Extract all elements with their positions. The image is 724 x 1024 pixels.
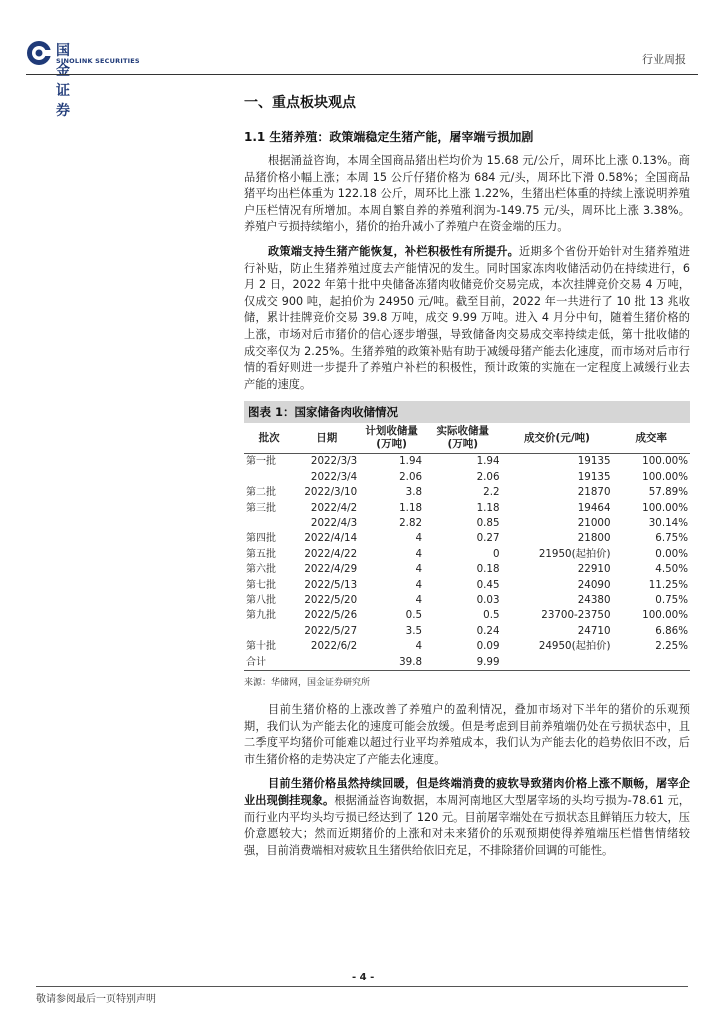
col-header-date: 日期 (294, 423, 359, 454)
table-cell: 第三批 (246, 502, 276, 514)
table-cell: 21870 (577, 486, 611, 499)
table-cell: 22910 (577, 563, 611, 576)
table-cell: 2.06 (476, 470, 500, 483)
table-row (244, 593, 690, 608)
table-row (244, 624, 690, 639)
paragraph-policy-body: 近期多个省份开始针对生猪养殖进行补贴，防止生猪养殖过度去产能情况的发生。同时国家冻肉收储活动仍在持续进行，6 月 2 日，2022 年第十批中央储备冻猪肉收储竞价交易完成，本次挂牌竞价交易 4 万吨，仅成交 900 吨，起拍价为 24950 元/吨。截至目前，2022 年一共进行了 10 批 13 兆收储，累计挂牌竞价交易 39.8 万吨，成交 9.99 万吨。进入 4 月分中旬，随着生猪价格的上涨，市场对后市猪价的信心逐步增强，导致储备肉交易成交率持续走低，第十批收储的成交率仅为 2.25%。生猪养殖的政策补贴有助于减缓母猪产能去化速度，而市场对后市行情的看好则进一步提升了养殖户补栏的积极性，预计政策的实施在一定程度上减缓行业去产能的速度。 (244, 244, 690, 391)
table-cell: 第九批 (246, 610, 276, 622)
table-cell: 2022/5/27 (304, 624, 358, 637)
table-cell: 2022/4/22 (304, 547, 358, 560)
table-cell: 第七批 (246, 579, 276, 591)
col-header-planned: 计划收储量 (万吨) (359, 423, 424, 454)
table-cell: 1.18 (399, 501, 423, 514)
table-cell: 39.8 (359, 655, 424, 671)
paragraph-slaughter-body: 根据涌益咨询数据，本周河南地区大型屠宰场的头均亏损为-78.61 元，而行业内平均头均亏损已经达到了 120 元。目前屠宰端处在亏损状态且鲜销压力较大，压价意愿较大；然而近期猪价的上涨和对未来猪价的乐观预期使得养殖端压栏惜售情绪较强，目前消费端相对疲软且生猪供给依旧充足，不排除猪价回调的可能性。 (244, 793, 690, 857)
table-cell (244, 516, 294, 531)
table-cell: 3.8 (405, 486, 423, 499)
table-cell: 19464 (577, 501, 611, 514)
paragraph-outlook: 目前生猪价格的上涨改善了养殖户的盈利情况，叠加市场对下半年的猪价的乐观预期，我们认为产能去化的速度可能会放缓。但是考虑到目前养殖端仍处在亏损状态中，且二季度平均猪价可能难以超过行业平均养殖成本，我们认为产能去化的趋势依旧不改，后市生猪价格的走势决定了产能去化速度。 (244, 703, 690, 766)
paragraph-policy-lead: 政策端支持生猪产能恢复，补栏积极性有所提升。 (268, 244, 520, 258)
table-cell: 2022/4/14 (304, 532, 358, 545)
table-cell: 2022/4/29 (304, 563, 358, 576)
table-cell: 合计 (244, 655, 294, 671)
table-cell: 0.09 (476, 640, 500, 653)
table-cell (244, 470, 294, 485)
table-cell: 第五批 (246, 548, 276, 560)
table-row (244, 501, 690, 516)
table-cell (294, 655, 359, 671)
table-row (244, 470, 690, 485)
col-header-rate: 成交率 (613, 423, 691, 454)
table-cell: 2.06 (399, 470, 423, 483)
table-cell: 4 (415, 563, 423, 576)
table-cell: 2022/4/2 (310, 501, 358, 514)
table-cell: 4.50% (655, 563, 688, 576)
table-row (244, 655, 690, 671)
table-cell: 0.85 (476, 516, 500, 529)
table-cell: 2.2 (483, 486, 500, 499)
table-row (244, 608, 690, 623)
table-cell: 21950(起拍价) (538, 547, 611, 560)
table-row (244, 516, 690, 531)
table-cell: 0.5 (405, 609, 423, 622)
table-cell: 0 (492, 547, 500, 560)
main-content (244, 88, 690, 867)
brand-name-en: SINOLINK SECURITIES (56, 57, 140, 65)
table-cell: 0.03 (476, 593, 500, 606)
table-row (244, 639, 690, 654)
table-cell: 11.25% (648, 578, 688, 591)
table-cell: 第四批 (246, 533, 276, 545)
brand-name-cn: 国金证券 (56, 43, 71, 119)
table-cell: 21000 (577, 516, 611, 529)
table-cell: 2.82 (399, 516, 423, 529)
table-cell: 100.00% (642, 470, 688, 483)
table-cell: 2022/3/4 (310, 470, 358, 483)
table-cell: 21800 (577, 532, 611, 545)
report-type-label: 行业周报 (642, 53, 686, 66)
table-cell: 第八批 (246, 594, 276, 606)
table-cell (502, 655, 613, 671)
subsection-title: 1.1 生猪养殖：政策端稳定生猪产能，屠宰端亏损加剧 (244, 130, 534, 144)
table-cell: 2.25% (655, 640, 688, 653)
table-cell: 4 (415, 547, 423, 560)
table-row (244, 578, 690, 593)
table-cell: 24950(起拍价) (538, 640, 611, 653)
table-cell: 100.00% (642, 501, 688, 514)
paragraph-policy (244, 244, 690, 393)
table-cell: 2022/5/20 (304, 593, 358, 606)
table-cell: 0.18 (476, 563, 500, 576)
table-cell: 23700-23750 (541, 609, 611, 622)
table-cell (244, 624, 294, 639)
col-header-batch: 批次 (244, 423, 294, 454)
table-cell: 4 (415, 593, 423, 606)
col-header-actual: 实际收储量 (万吨) (424, 423, 501, 454)
figure-source: 来源：华储网，国金证券研究所 (244, 678, 371, 688)
col-header-price: 成交价(元/吨) (502, 423, 613, 454)
table-cell: 2022/5/13 (304, 578, 358, 591)
table-cell (613, 655, 691, 671)
table-cell: 1.94 (399, 455, 423, 468)
table-cell: 0.45 (476, 578, 500, 591)
table-cell: 第一批 (246, 456, 276, 468)
table-cell: 24380 (577, 593, 611, 606)
page-number: - 4 - (352, 972, 375, 983)
table-cell: 19135 (577, 455, 611, 468)
table-cell: 0.75% (655, 593, 688, 606)
table-header-row (244, 423, 690, 454)
table-cell: 9.99 (424, 655, 501, 671)
table-cell: 2022/3/10 (304, 486, 358, 499)
table-cell: 2022/4/3 (310, 516, 358, 529)
table-cell: 第六批 (246, 564, 276, 576)
table-row (244, 485, 690, 500)
table-row (244, 531, 690, 546)
table-cell: 24090 (577, 578, 611, 591)
table-row (244, 547, 690, 562)
table-cell: 1.18 (476, 501, 500, 514)
figure-title: 图表 1：国家储备肉收储情况 (244, 401, 690, 423)
table-cell: 2022/5/26 (304, 609, 358, 622)
table-row (244, 454, 690, 470)
table-cell: 2022/6/2 (310, 640, 358, 653)
table-cell: 57.89% (648, 486, 688, 499)
table-cell: 4 (415, 640, 423, 653)
paragraph-slaughter-lead: 目前生猪价格虽然持续回暖，但是终端消费的疲软导致猪肉价格上涨不顺畅，屠宰企业出现倒挂现象。 (244, 777, 690, 807)
paragraph-slaughter (244, 776, 690, 859)
table-cell: 4 (415, 532, 423, 545)
table-cell: 19135 (577, 470, 611, 483)
table-cell: 6.75% (655, 532, 688, 545)
table-cell: 0.27 (476, 532, 500, 545)
table-cell: 6.86% (655, 624, 688, 637)
table-cell: 2022/3/3 (310, 455, 358, 468)
table-cell: 0.5 (483, 609, 500, 622)
footer-divider (36, 986, 688, 987)
table-cell: 100.00% (642, 455, 688, 468)
table-cell: 100.00% (642, 609, 688, 622)
reserve-storage-table (244, 423, 690, 671)
table-cell: 1.94 (476, 455, 500, 468)
table-cell: 第十批 (246, 641, 276, 653)
header-divider (26, 74, 698, 75)
table-cell: 0.00% (655, 547, 688, 560)
table-cell: 24710 (577, 624, 611, 637)
table-cell: 3.5 (405, 624, 423, 637)
paragraph-hog-prices: 根据涌益咨询，本周全国商品猪出栏均价为 15.68 元/公斤，周环比上涨 0.13%。商品猪价格小幅上涨；本周 15 公斤仔猪价格为 684 元/头，周环比下滑 0.58%；全国商品猪平均出栏体重为 122.18 公斤，周环比上涨 1.22%，生猪出栏体重的持续上涨说明养殖户压栏情况有所增加。本周自繁自养的养殖利润为-149.75 元/头，周环比上涨 3.38%。养殖户亏损持续缩小，猪价的抬升减小了养殖户在资金端的压力。 (244, 154, 690, 234)
table-cell: 第二批 (246, 487, 276, 499)
table-cell: 0.24 (476, 624, 500, 637)
table-cell: 4 (415, 578, 423, 591)
table-row (244, 562, 690, 577)
table-cell: 30.14% (648, 516, 688, 529)
sinolink-logo-icon (26, 40, 52, 66)
section-title: 一、重点板块观点 (244, 95, 356, 111)
disclaimer-note: 敬请参阅最后一页特别声明 (36, 994, 156, 1005)
